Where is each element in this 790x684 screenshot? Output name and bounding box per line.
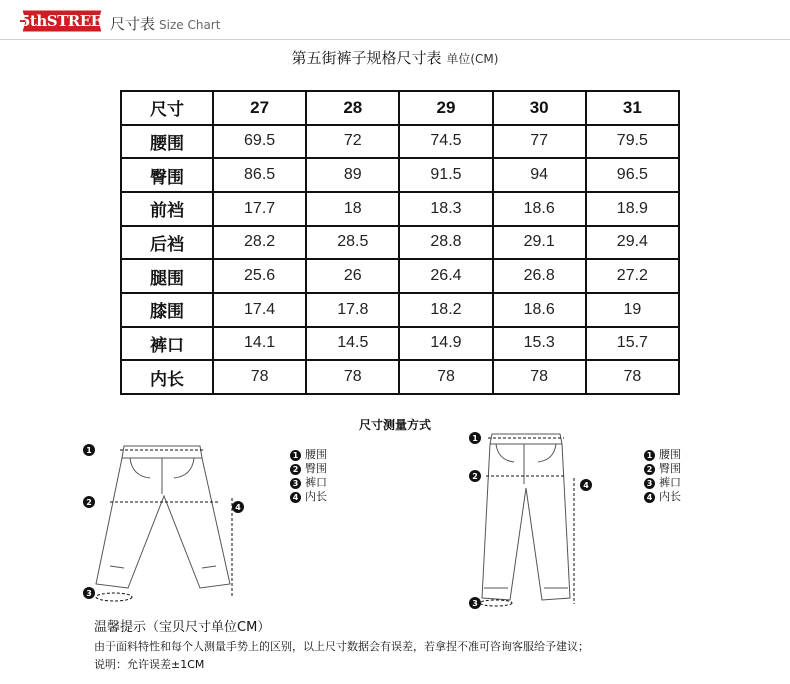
- legend-number-icon: 1: [290, 450, 301, 461]
- table-cell: 17.4: [213, 293, 306, 327]
- table-cell: 78: [399, 360, 492, 394]
- measure-title: 尺寸测量方式: [358, 418, 431, 432]
- table-cell: 18.2: [399, 293, 492, 327]
- tips-line-2: 说明：允许误差±1CM: [94, 658, 205, 671]
- row-label: 腰围: [121, 125, 213, 159]
- table-cell: 29.4: [586, 226, 679, 260]
- table-cell: 78: [213, 360, 306, 394]
- table-cell: 28.5: [306, 226, 399, 260]
- legend-label: 内长: [659, 490, 681, 503]
- marker-2-icon: [469, 470, 481, 482]
- legend-label: 裤口: [659, 476, 681, 489]
- table-cell: 28.2: [213, 226, 306, 260]
- legend-number-icon: 2: [644, 464, 655, 475]
- legend-item: [644, 490, 681, 504]
- table-cell: 14.5: [306, 327, 399, 361]
- tips-title: 温馨提示（宝贝尺寸单位CM）: [94, 620, 271, 635]
- legend-label: 臀围: [659, 462, 681, 475]
- table-title: [0, 47, 790, 68]
- table-cell: 17.8: [306, 293, 399, 327]
- svg-text:4: 4: [583, 481, 589, 490]
- table-row: [121, 125, 679, 159]
- svg-text:1: 1: [472, 434, 478, 443]
- table-cell: 74.5: [399, 125, 492, 159]
- legend-item: [290, 490, 327, 504]
- row-label: 臀围: [121, 158, 213, 192]
- size-header-28: 28: [306, 91, 399, 125]
- legend-item: [290, 448, 327, 462]
- size-header-27: 27: [213, 91, 306, 125]
- legend-number-icon: 3: [644, 478, 655, 489]
- table-cell: 26: [306, 259, 399, 293]
- table-cell: 69.5: [213, 125, 306, 159]
- legend-label: 裤口: [305, 476, 327, 489]
- legend-label: 内长: [305, 490, 327, 503]
- table-cell: 18.9: [586, 192, 679, 226]
- table-cell: 18: [306, 192, 399, 226]
- svg-text:3: 3: [86, 589, 92, 598]
- marker-3-icon: [469, 597, 481, 609]
- header-divider: [0, 39, 790, 40]
- table-cell: 94: [493, 158, 586, 192]
- table-cell: 28.8: [399, 226, 492, 260]
- tips-section: [94, 618, 589, 674]
- marker-4-icon: [580, 479, 592, 491]
- row-label: 裤口: [121, 327, 213, 361]
- cropped-pants-diagram: [80, 436, 260, 611]
- table-title-text: 第五街裤子规格尺寸表: [291, 49, 442, 67]
- table-cell: 78: [306, 360, 399, 394]
- legend-item: [644, 462, 681, 476]
- size-header-29: 29: [399, 91, 492, 125]
- table-cell: 18.6: [493, 293, 586, 327]
- table-cell: 78: [586, 360, 679, 394]
- table-row: [121, 259, 679, 293]
- size-chart-heading: [110, 13, 220, 34]
- table-cell: 18.6: [493, 192, 586, 226]
- legend-number-icon: 4: [290, 492, 301, 503]
- legend-number-icon: 4: [644, 492, 655, 503]
- table-cell: 29.1: [493, 226, 586, 260]
- table-row: [121, 327, 679, 361]
- row-label: 内长: [121, 360, 213, 394]
- table-cell: 26.8: [493, 259, 586, 293]
- legend-number-icon: 2: [290, 464, 301, 475]
- table-row: [121, 226, 679, 260]
- marker-4-icon: [232, 501, 244, 513]
- table-unit: 单位(CM): [446, 52, 499, 66]
- table-cell: 17.7: [213, 192, 306, 226]
- table-cell: 14.1: [213, 327, 306, 361]
- size-header-30: 30: [493, 91, 586, 125]
- marker-1-icon: [469, 432, 481, 444]
- logo-text: 5thSTREET: [20, 12, 113, 30]
- tips-line-1: 由于面料特性和每个人测量手势上的区别，以上尺寸数据会有误差，若拿捏不准可咨询客服给予建议；: [94, 640, 589, 653]
- legend-item: [644, 448, 681, 462]
- page-header: [0, 0, 790, 40]
- table-cell: 27.2: [586, 259, 679, 293]
- brand-logo: [20, 8, 113, 34]
- size-table: [120, 90, 680, 395]
- table-cell: 77: [493, 125, 586, 159]
- marker-2-icon: [83, 496, 95, 508]
- legend-item: [290, 462, 327, 476]
- marker-1-icon: [83, 444, 95, 456]
- svg-text:1: 1: [86, 446, 92, 455]
- legend-label: 臀围: [305, 462, 327, 475]
- size-chart-title: 尺寸表: [110, 15, 156, 33]
- table-cell: 79.5: [586, 125, 679, 159]
- long-pants-diagram: [466, 428, 596, 613]
- table-cell: 86.5: [213, 158, 306, 192]
- table-cell: 91.5: [399, 158, 492, 192]
- table-corner-cell: 尺寸: [121, 91, 213, 125]
- table-cell: 89: [306, 158, 399, 192]
- table-cell: 15.3: [493, 327, 586, 361]
- svg-text:2: 2: [472, 472, 478, 481]
- table-row: [121, 360, 679, 394]
- legend-right: [644, 448, 681, 504]
- table-cell: 26.4: [399, 259, 492, 293]
- table-cell: 25.6: [213, 259, 306, 293]
- row-label: 前裆: [121, 192, 213, 226]
- legend-number-icon: 3: [290, 478, 301, 489]
- legend-label: 腰围: [659, 448, 681, 461]
- svg-text:4: 4: [235, 503, 241, 512]
- size-header-31: 31: [586, 91, 679, 125]
- table-cell: 19: [586, 293, 679, 327]
- table-row: [121, 293, 679, 327]
- svg-text:2: 2: [86, 498, 92, 507]
- svg-text:3: 3: [472, 599, 478, 608]
- table-cell: 15.7: [586, 327, 679, 361]
- legend-left: [290, 448, 327, 504]
- table-cell: 18.3: [399, 192, 492, 226]
- table-cell: 14.9: [399, 327, 492, 361]
- legend-item: [290, 476, 327, 490]
- table-cell: 96.5: [586, 158, 679, 192]
- row-label: 腿围: [121, 259, 213, 293]
- marker-3-icon: [83, 587, 95, 599]
- table-header-row: [121, 91, 679, 125]
- table-row: [121, 192, 679, 226]
- legend-item: [644, 476, 681, 490]
- row-label: 膝围: [121, 293, 213, 327]
- legend-label: 腰围: [305, 448, 327, 461]
- table-cell: 78: [493, 360, 586, 394]
- row-label: 后裆: [121, 226, 213, 260]
- legend-number-icon: 1: [644, 450, 655, 461]
- table-cell: 72: [306, 125, 399, 159]
- size-chart-subtitle: Size Chart: [159, 18, 221, 32]
- table-row: [121, 158, 679, 192]
